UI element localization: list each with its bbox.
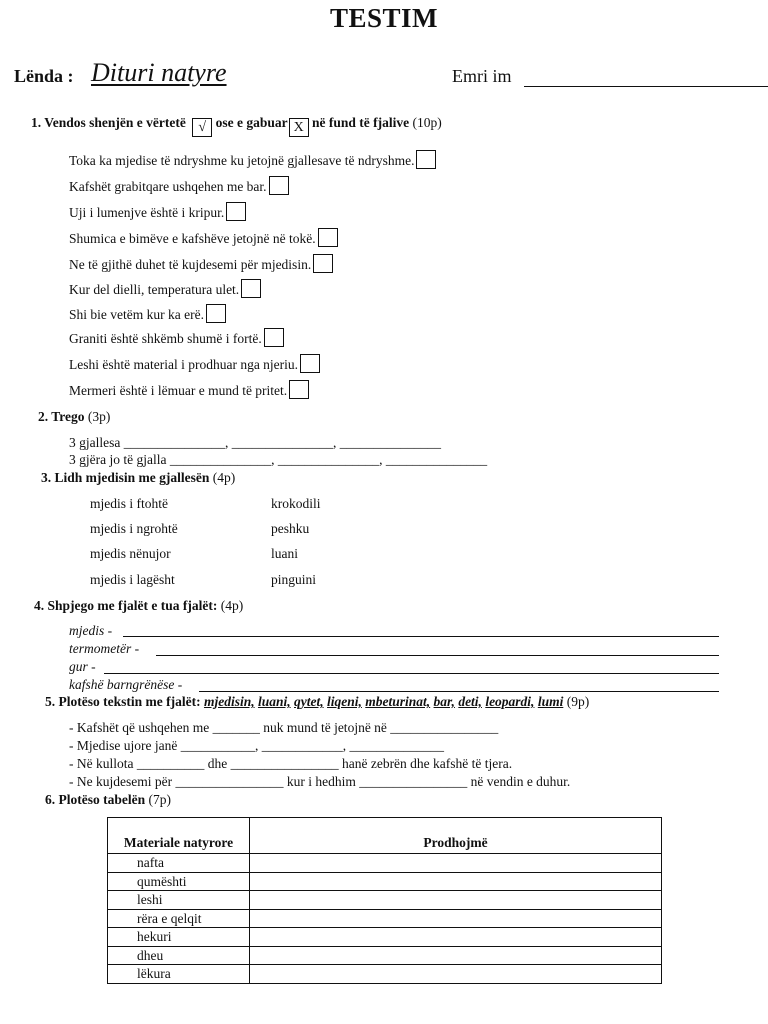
- material-cell: dheu: [108, 946, 250, 965]
- q1-heading: [31, 115, 442, 137]
- q4-heading: 4. Shpjego me fjalët e tua fjalët: (4p): [34, 598, 244, 613]
- statement-item: Mermeri është i lëmuar e mund të pritet.: [69, 380, 309, 399]
- table-row: [108, 965, 662, 984]
- q2-line-nonliving[interactable]: 3 gjëra jo të gjalla _______________, _______________, _______________: [69, 452, 488, 467]
- word-bank-item: qytet,: [294, 694, 324, 709]
- statement-item: Uji i lumenjve është i kripur.: [69, 202, 246, 221]
- word-bank-item: deti,: [458, 694, 482, 709]
- q5-heading: 5. Plotëso tekstin me fjalët: mjedisin, luani, qytet, liqeni, mbeturinat, bar, deti, leopardi, lumi (9p): [45, 694, 590, 709]
- answer-checkbox[interactable]: [289, 380, 309, 399]
- definition-answer-line[interactable]: [123, 636, 719, 637]
- answer-checkbox[interactable]: [318, 228, 338, 247]
- answer-checkbox[interactable]: [264, 328, 284, 347]
- statement-item: Shi bie vetëm kur ka erë.: [69, 304, 226, 323]
- word-bank-item: mbeturinat,: [365, 694, 431, 709]
- table-row: [108, 854, 662, 873]
- q3-heading: 3. Lidh mjedisin me gjallesën (4p): [41, 470, 236, 485]
- word-bank-item: mjedisin,: [203, 694, 255, 709]
- answer-checkbox[interactable]: [206, 304, 226, 323]
- creature-item: peshku: [271, 521, 310, 536]
- definition-term: gur -: [69, 659, 96, 674]
- table-row: [108, 909, 662, 928]
- false-mark-box: X: [289, 118, 309, 137]
- definition-answer-line[interactable]: [156, 655, 719, 656]
- statement-item: Leshi është material i prodhuar nga njeriu.: [69, 354, 320, 373]
- word-bank-item: liqeni,: [327, 694, 362, 709]
- column-header-materials: Materiale natyrore: [108, 818, 250, 854]
- answer-checkbox[interactable]: [313, 254, 333, 273]
- word-bank-item: lumi: [537, 694, 564, 709]
- q1-points: (10p): [412, 115, 442, 130]
- environment-item: mjedis i ftohtë: [90, 496, 168, 511]
- creature-item: luani: [271, 546, 298, 561]
- product-cell[interactable]: [250, 891, 662, 910]
- name-label: Emri im: [452, 66, 512, 86]
- table-header-row: [108, 818, 662, 854]
- table-row: [108, 928, 662, 947]
- statement-item: Toka ka mjedise të ndryshme ku jetojnë gjallesave të ndryshme.: [69, 150, 436, 169]
- fill-in-line[interactable]: - Kafshët që ushqehen me _______ nuk mund të jetojnë në ________________: [69, 720, 499, 735]
- materials-table: [107, 817, 662, 984]
- q2-heading: 2. Trego (3p): [38, 409, 111, 424]
- definition-term: mjedis -: [69, 623, 113, 638]
- word-bank-item: bar,: [433, 694, 455, 709]
- subject-value: Dituri natyre: [91, 58, 227, 87]
- material-cell: rëra e qelqit: [108, 909, 250, 928]
- answer-checkbox[interactable]: [226, 202, 246, 221]
- table-row: [108, 872, 662, 891]
- definition-answer-line[interactable]: [104, 673, 719, 674]
- environment-item: mjedis i ngrohtë: [90, 521, 178, 536]
- statement-item: Graniti është shkëmb shumë i fortë.: [69, 328, 284, 347]
- table-row: [108, 891, 662, 910]
- definition-answer-line[interactable]: [199, 691, 719, 692]
- product-cell[interactable]: [250, 965, 662, 984]
- environment-item: mjedis i lagësht: [90, 572, 175, 587]
- table-row: [108, 946, 662, 965]
- material-cell: leshi: [108, 891, 250, 910]
- statement-item: Kafshët grabitqare ushqehen me bar.: [69, 176, 289, 195]
- definition-term: kafshë barngrënëse -: [69, 677, 183, 692]
- definition-term: termometër -: [69, 641, 140, 656]
- product-cell[interactable]: [250, 946, 662, 965]
- name-field-line[interactable]: [524, 86, 768, 87]
- product-cell[interactable]: [250, 909, 662, 928]
- material-cell: qumështi: [108, 872, 250, 891]
- q6-heading: 6. Plotëso tabelën (7p): [45, 792, 171, 807]
- subject-label: Lënda :: [14, 66, 74, 86]
- answer-checkbox[interactable]: [241, 279, 261, 298]
- creature-item: pinguini: [271, 572, 317, 587]
- fill-in-line[interactable]: - Mjedise ujore janë ___________, ____________, ______________: [69, 738, 444, 753]
- q2-line-living[interactable]: 3 gjallesa _______________, _______________, _______________: [69, 435, 441, 450]
- fill-in-line[interactable]: - Ne kujdesemi për ________________ kur i hedhim ________________ në vendin e duhur.: [69, 774, 571, 789]
- statement-item: Kur del dielli, temperatura ulet.: [69, 279, 261, 298]
- answer-checkbox[interactable]: [416, 150, 436, 169]
- column-header-products: Prodhojmë: [250, 818, 662, 854]
- word-bank-item: luani,: [257, 694, 291, 709]
- page-title: TESTIM: [329, 3, 439, 33]
- product-cell[interactable]: [250, 872, 662, 891]
- creature-item: krokodili: [271, 496, 321, 511]
- product-cell[interactable]: [250, 854, 662, 873]
- material-cell: lëkura: [108, 965, 250, 984]
- material-cell: hekuri: [108, 928, 250, 947]
- answer-checkbox[interactable]: [269, 176, 289, 195]
- word-bank-item: leopardi,: [485, 694, 535, 709]
- environment-item: mjedis nënujor: [90, 546, 171, 561]
- answer-checkbox[interactable]: [300, 354, 320, 373]
- product-cell[interactable]: [250, 928, 662, 947]
- q1-middle: ose e gabuar: [215, 115, 288, 130]
- q1-title: 1. Vendos shenjën e vërtetë: [31, 115, 186, 130]
- statement-item: Ne të gjithë duhet të kujdesemi për mjedisin.: [69, 254, 333, 273]
- material-cell: nafta: [108, 854, 250, 873]
- q1-end: në fund të fjalive: [312, 115, 410, 130]
- fill-in-line[interactable]: - Në kullota __________ dhe ________________ hanë zebrën dhe kafshë të tjera.: [69, 756, 513, 771]
- statement-item: Shumica e bimëve e kafshëve jetojnë në tokë.: [69, 228, 338, 247]
- true-mark-box: √: [192, 118, 212, 137]
